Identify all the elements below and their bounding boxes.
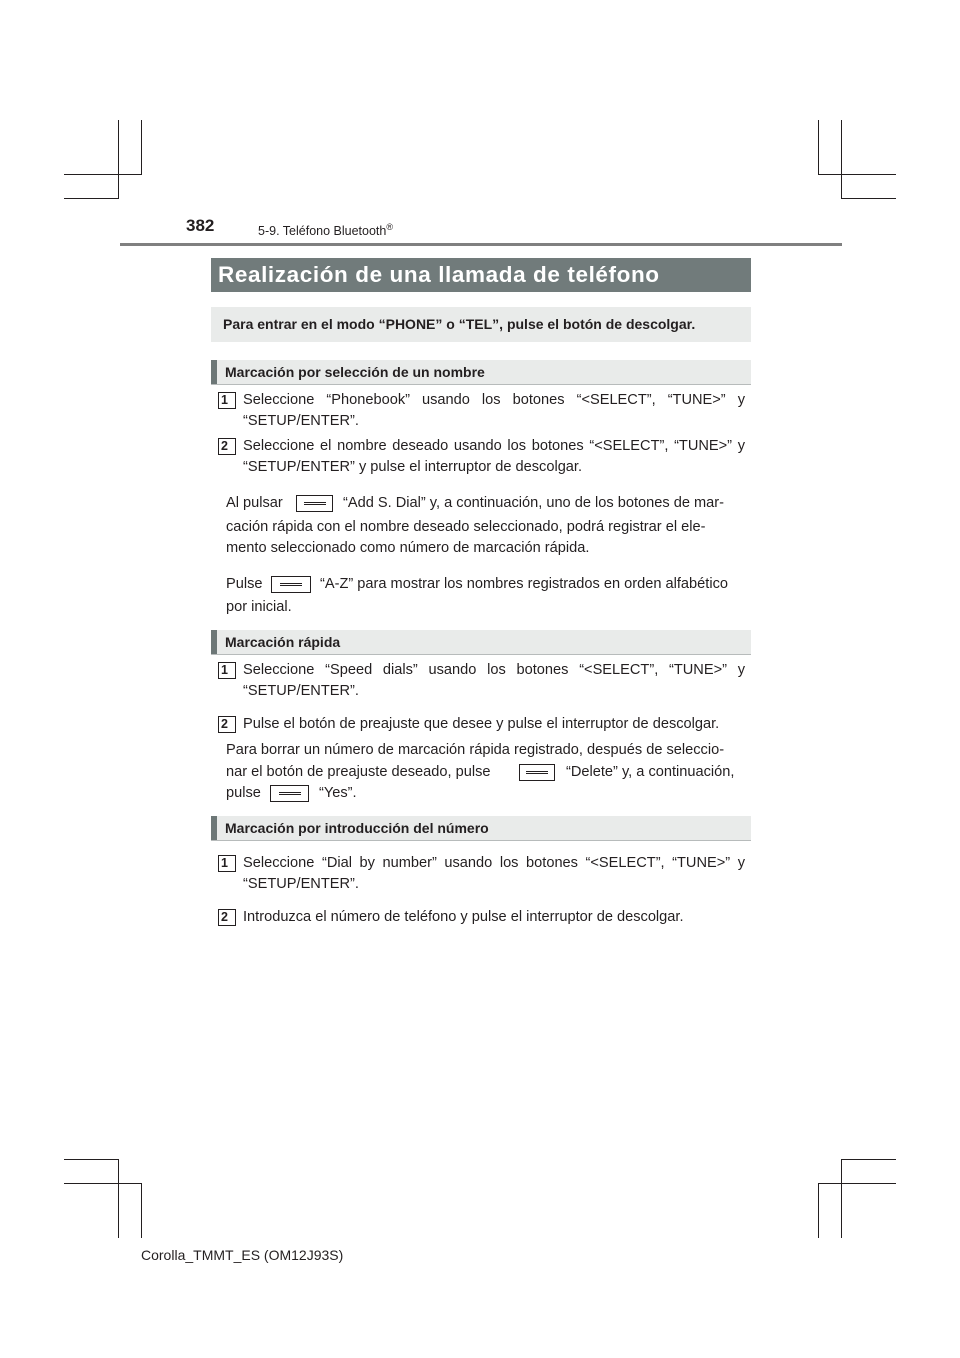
note-text: “Delete” y, a continuación,: [566, 764, 735, 780]
screen-button-icon: [271, 576, 311, 593]
screen-button-icon: [296, 495, 333, 512]
note-text: cación rápida con el nombre deseado seleccionado, podrá registrar el ele-: [226, 519, 706, 535]
note-text: “Yes”.: [319, 785, 357, 801]
intro-text: Para entrar en el modo “PHONE” o “TEL”, pulse el botón de descolgar.: [223, 316, 696, 332]
header-rule: [120, 243, 842, 246]
section-label-text: 5-9. Teléfono Bluetooth: [258, 224, 387, 239]
section-label: [258, 222, 393, 238]
step-number: 2: [218, 716, 236, 733]
step-number: 1: [218, 662, 236, 679]
note-text: Al pulsar: [226, 495, 283, 511]
note-text: mento seleccionado como número de marcación rápida.: [226, 540, 590, 556]
step-text: Pulse el botón de preajuste que desee y pulse el interruptor de descolgar.: [243, 716, 720, 732]
note-text: “Add S. Dial” y, a continuación, uno de los botones de mar-: [343, 495, 724, 511]
note-text: “A-Z” para mostrar los nombres registrados en orden alfabético: [320, 576, 728, 592]
screen-button-icon: [519, 764, 555, 781]
note-text: pulse: [226, 785, 261, 801]
note-text: Pulse: [226, 576, 263, 592]
screen-button-icon: [270, 785, 309, 802]
step-number: 1: [218, 855, 236, 872]
section-heading-speed-dial: [211, 630, 751, 655]
registered-mark: ®: [386, 222, 393, 232]
step-text: Seleccione “Speed dials” usando los botones “<SELECT”, “TUNE>” y “SETUP/ENTER”.: [243, 662, 745, 699]
heading-accent-bar: [211, 360, 217, 384]
section-heading-text: Marcación por selección de un nombre: [225, 364, 485, 380]
heading-accent-bar: [211, 816, 217, 840]
heading-accent-bar: [211, 630, 217, 654]
section-heading-text: Marcación rápida: [225, 634, 341, 650]
page-title: Realización de una llamada de teléfono: [218, 262, 660, 287]
section-heading-text: Marcación por introducción del número: [225, 820, 489, 836]
note-text: por inicial.: [226, 599, 292, 615]
step-text: Seleccione “Phonebook” usando los botones “<SELECT”, “TUNE>” y “SETUP/ENTER”.: [243, 392, 745, 429]
note-text: Para borrar un número de marcación rápida registrado, después de seleccio-: [226, 742, 725, 758]
step-number: 2: [218, 909, 236, 926]
step-text: Introduzca el número de teléfono y pulse el interruptor de descolgar.: [243, 909, 684, 925]
footer-doc-code: Corolla_TMMT_ES (OM12J93S): [141, 1247, 344, 1263]
section-heading-number-dial: [211, 816, 751, 841]
step-number: 1: [218, 392, 236, 409]
intro-box: [211, 307, 751, 342]
page-title-bar: [211, 258, 751, 292]
section-heading-name-dial: [211, 360, 751, 385]
page-number: 382: [186, 216, 215, 235]
step-text: Seleccione el nombre deseado usando los botones “<SELECT”, “TUNE>” y “SETUP/ENTER” y pulse el interruptor de descolgar.: [243, 438, 745, 475]
step-number: 2: [218, 438, 236, 455]
note-text: nar el botón de preajuste deseado, pulse: [226, 764, 491, 780]
step-text: Seleccione “Dial by number” usando los botones “<SELECT”, “TUNE>” y “SETUP/ENTER”.: [243, 855, 745, 892]
